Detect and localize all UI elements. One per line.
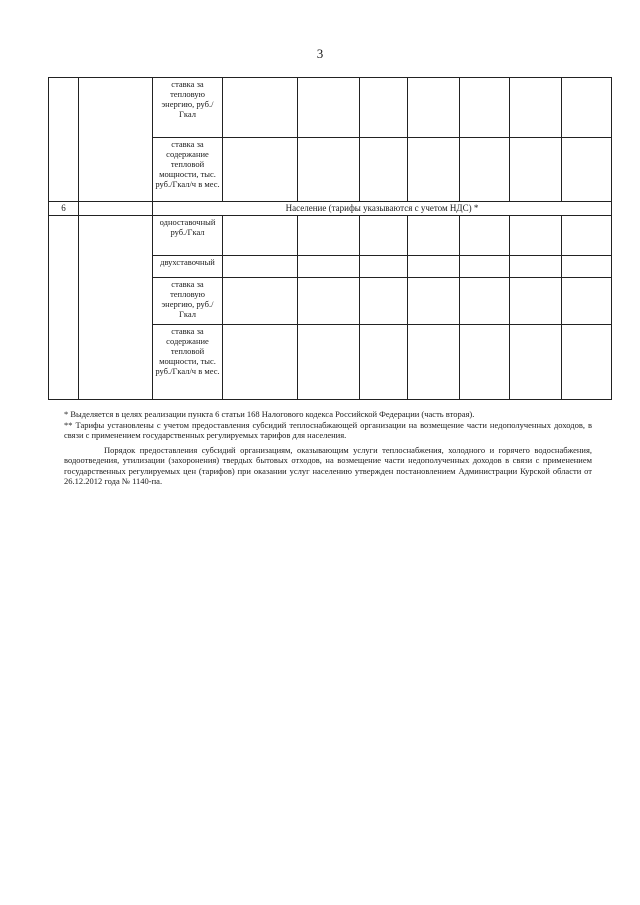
footnotes bbox=[64, 409, 592, 487]
label-stavka-energy: ставка за тепловую энергию, руб./Гкал bbox=[153, 78, 223, 138]
tariff-table bbox=[48, 77, 612, 400]
page-number: 3 bbox=[316, 46, 324, 61]
label-two-rate: двухставочный bbox=[153, 256, 223, 278]
label-stavka-power-2: ставка за содержание тепловой мощности, тыс. руб./Гкал/ч в мес. bbox=[153, 325, 223, 400]
section-number: 6 bbox=[49, 202, 79, 216]
label-stavka-power: ставка за содержание тепловой мощности, тыс. руб./Гкал/ч в мес. bbox=[153, 138, 223, 202]
label-one-rate: одноставочный руб./Гкал bbox=[153, 216, 223, 256]
section-title: Население (тарифы указываются с учетом НДС) * bbox=[153, 202, 612, 216]
footnote-1: * Выделяется в целях реализации пункта 6 статьи 168 Налогового кодекса Российской Федерации (часть вторая). bbox=[64, 409, 475, 419]
table-row bbox=[49, 78, 612, 138]
label-stavka-energy-2: ставка за тепловую энергию, руб./Гкал bbox=[153, 278, 223, 325]
table-row bbox=[49, 202, 612, 216]
table-row bbox=[49, 216, 612, 256]
footnote-2: ** Тарифы установлены с учетом предоставления субсидий теплоснабжающей организации на возмещение части недополученных доходов, в связи с применением государственных регулируемых тарифов для населения. bbox=[64, 419, 592, 440]
subsidy-paragraph: Порядок предоставления субсидий организациям, оказывающим услуги теплоснабжения, холодного и горячего водоснабжения, водоотведения, утилизации (захоронения) твердых бытовых отходов, на возмещение части недополученных доходов в связи с применением государственных регулируемых цен (тарифов) при оказании услуг населению утвержден постановлением Администрации Курской области от 26.12.2012 года № 1140-па. bbox=[64, 444, 592, 486]
